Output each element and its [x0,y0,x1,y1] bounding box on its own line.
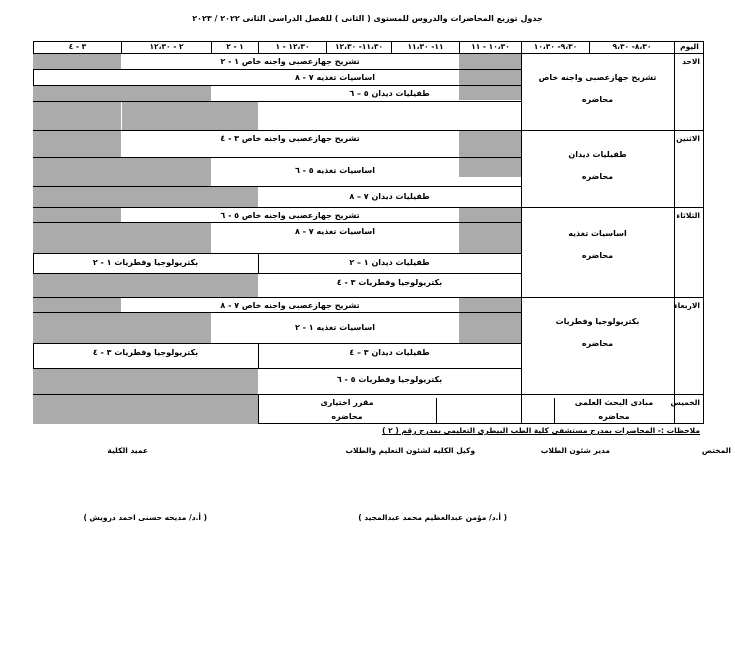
page-title: جدول توزيع المحاضرات والدروس للمستوى ( الثانى ) للفصل الدراسى الثانى ٢٠٢٢ / ٢٠٢٣ [192,14,543,23]
header-day: اليوم [674,41,704,53]
tuesday-shade-2 [459,208,521,253]
tuesday-row-line-1 [33,222,521,223]
sunday-row-2: اساسيات تغذيه ٧ - ٨ [294,73,376,82]
sunday-divider [33,130,704,131]
tuesday-shade-1 [33,208,121,222]
monday-shade-2 [459,131,521,177]
wednesday-row-3a: طفيليات ديدان ٣ – ٤ [349,348,430,357]
header-3-4: ٣ - ٤ [33,41,121,53]
day-sunday: الاحد [682,57,700,66]
header-1130-1230: ١١،٣٠- ١٢،٣٠ [326,41,391,53]
header-divider [33,53,704,54]
schedule-table [33,41,704,424]
sunday-shade-5 [122,102,258,130]
day-wednesday: الاربعاء [673,301,700,310]
signature-specialist: المختص [701,446,731,455]
monday-row-line-2 [33,186,521,187]
sunday-lecture-sub: محاضره [581,95,614,104]
tuesday-row-line-2 [33,253,521,254]
wednesday-row-line-3 [33,368,521,369]
wednesday-row-3b: بكتريولوجيا وفطريات ٣ - ٤ [92,348,199,357]
monday-row-3: طفيليات ديدان ٧ – ٨ [349,192,430,201]
wednesday-row-1: تشريح جهازعصبى واجنه خاص ٧ - ٨ [220,301,360,310]
thursday-line-2 [436,398,437,424]
tuesday-lecture-title: اساسيات تغذيه [568,229,627,238]
monday-row-2: اساسيات تغذيه ٥ - ٦ [294,166,376,175]
tuesday-row-3b: بكتريولوجيا وفطريات ١ - ٢ [92,258,199,267]
thursday-lecture-1-title: مبادى البحث العلمى [574,398,654,407]
header-830-930: ٨،٣٠- ٩،٣٠ [589,41,674,53]
header-1030-11: ١٠،٣٠ - ١١ [459,41,521,53]
sunday-row-line-3 [33,101,521,102]
tuesday-divider [33,297,704,298]
dean-name: ( أ.د/ مديحه حسنى احمد درويش ) [83,513,207,522]
tuesday-shade-4 [33,274,258,297]
monday-lecture-title: طفيليات ديدان [568,150,627,159]
header-1230-1: ١٢،٣٠ - ١ [258,41,326,53]
wednesday-shade-4 [33,369,258,394]
thursday-line-3 [521,394,522,424]
signature-affairs-manager: مدير شئون الطلاب [540,446,610,455]
tuesday-shade-3 [33,223,211,253]
sunday-shade-4 [33,102,121,130]
sunday-row-line-1 [33,69,521,70]
thursday-lecture-2-sub: محاضره [331,412,363,421]
wednesday-shade-3 [33,313,211,343]
thursday-line-1 [258,394,259,424]
notes: ملاحظات :- المحاضرات بمدرج مستشفى كلية الطب البيطرى التعليمى بمدرج رقم ( ٢ ) [382,426,700,435]
header-930-1030: ٩،٣٠- ١٠،٣٠ [521,41,589,53]
wednesday-lecture-sub: محاضره [581,339,614,348]
tuesday-row-3a: طفيليات ديدان ١ – ٢ [349,258,430,267]
header-1-2: ١ - ٢ [211,41,258,53]
sunday-lecture-title: تشريح جهازعصبى واجنه خاص [538,73,657,82]
monday-shade-1 [33,131,121,157]
thursday-lecture-1-sub: محاضره [598,412,630,421]
day-monday: الاثنين [676,134,700,143]
monday-row-line-1 [33,157,521,158]
thursday-shade [33,395,258,424]
wednesday-shade-1 [33,298,121,312]
tuesday-row-1: تشريح جهازعصبى واجنه خاص ٥ - ٦ [220,211,360,220]
signature-vice-dean: وكيل الكليه لشئون التعليم والطلاب [345,446,475,455]
signature-dean: عميد الكلية [107,446,148,455]
tuesday-row-2: اساسيات تغذيه ٧ - ٨ [294,227,376,236]
sunday-shade-3 [33,85,211,101]
day-column-divider [674,53,675,424]
sunday-row-3: طفيليات ديدان ٥ – ٦ [349,89,430,98]
wednesday-lecture-title: بكتريولوجيا وفطريات [555,317,640,326]
sunday-row-line-2 [33,85,521,86]
wednesday-shade-2 [459,298,521,343]
wednesday-row-2: اساسيات تغذيه ١ - ٢ [294,323,376,332]
tuesday-row-4: بكتريولوجيا وفطريات ٣ - ٤ [336,278,443,287]
monday-divider [33,207,704,208]
day-thursday: الخميس [670,398,700,407]
thursday-lecture-2-title: مقرر اختيارى [320,398,374,407]
tuesday-lecture-sub: محاضره [581,251,614,260]
vice-dean-name: ( أ.د/ مؤمن عبدالعظيم محمد عبدالمجيد ) [358,513,507,522]
sunday-shade-1 [33,54,121,70]
monday-shade-3 [33,158,211,186]
monday-shade-4 [33,187,258,207]
monday-lecture-sub: محاضره [581,172,614,181]
monday-row-1: تشريح جهازعصبى واجنه خاص ٣ - ٤ [220,134,360,143]
wednesday-row-line-2 [33,343,521,344]
header-11-1130: ١١- ١١،٣٠ [391,41,459,53]
wednesday-row-line-1 [33,312,521,313]
thursday-line-4 [554,398,555,424]
day-tuesday: الثلاثاء [676,211,700,220]
lecture-column-divider [521,53,522,394]
wednesday-row-4: بكتريولوجيا وفطريات ٥ - ٦ [336,375,443,384]
sunday-row-1: تشريح جهازعصبى واجنه خاص ١ - ٢ [220,57,360,66]
tuesday-row-line-3 [33,273,521,274]
header-2-1230: ٢ - ١٢،٣٠ [121,41,211,53]
